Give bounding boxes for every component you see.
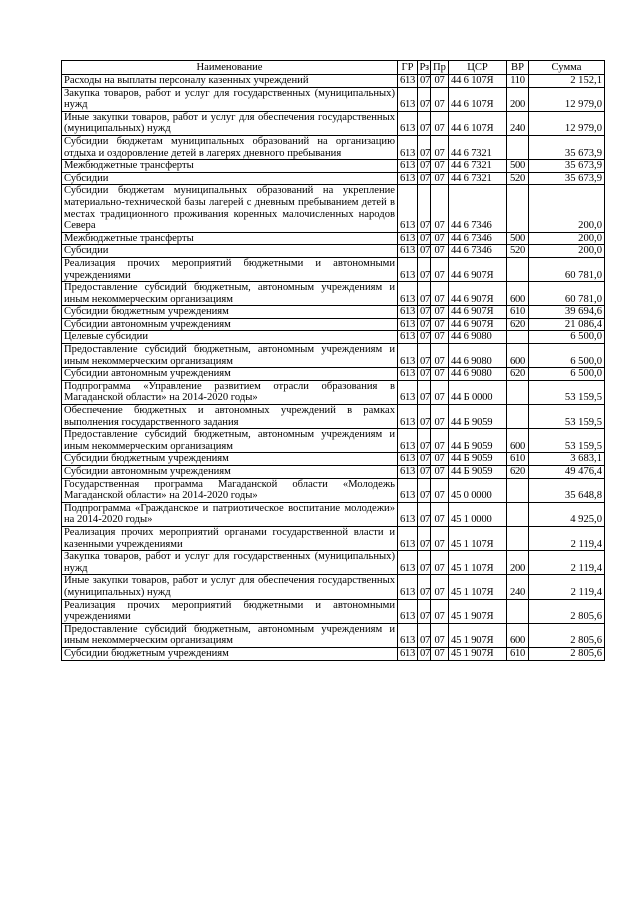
row-gr: 613 — [398, 478, 418, 502]
row-vr: 200 — [507, 87, 529, 111]
row-gr: 613 — [398, 318, 418, 331]
row-gr: 613 — [398, 405, 418, 429]
row-rz: 07 — [418, 647, 431, 660]
row-csr: 44 Б 9059 — [449, 453, 507, 466]
row-rz: 07 — [418, 575, 431, 599]
row-pr: 07 — [431, 306, 449, 319]
row-gr: 613 — [398, 185, 418, 232]
row-name: Целевые субсидии — [62, 331, 398, 344]
row-pr: 07 — [431, 429, 449, 453]
row-pr: 07 — [431, 111, 449, 135]
table-row — [62, 405, 605, 429]
row-name: Предоставление субсидий бюджетным, автономным учреждениям и иным некоммерческим организациям — [62, 282, 398, 306]
row-gr: 613 — [398, 306, 418, 319]
row-csr: 44 6 7346 — [449, 245, 507, 258]
header-pr: Пр — [431, 61, 449, 75]
row-gr: 613 — [398, 245, 418, 258]
row-vr — [507, 478, 529, 502]
document-page — [61, 60, 604, 661]
header-csr: ЦСР — [449, 61, 507, 75]
row-gr: 613 — [398, 75, 418, 88]
row-sum: 53 159,5 — [529, 429, 605, 453]
row-rz: 07 — [418, 526, 431, 550]
table-row — [62, 282, 605, 306]
row-pr: 07 — [431, 368, 449, 381]
table-row — [62, 551, 605, 575]
row-rz: 07 — [418, 551, 431, 575]
table-row — [62, 466, 605, 479]
row-sum: 53 159,5 — [529, 405, 605, 429]
row-rz: 07 — [418, 453, 431, 466]
row-name: Расходы на выплаты персоналу казенных учреждений — [62, 75, 398, 88]
row-name: Субсидии автономным учреждениям — [62, 466, 398, 479]
row-rz: 07 — [418, 232, 431, 245]
row-sum: 35 648,8 — [529, 478, 605, 502]
row-pr: 07 — [431, 526, 449, 550]
header-sum: Сумма — [529, 61, 605, 75]
row-sum: 6 500,0 — [529, 331, 605, 344]
row-gr: 613 — [398, 87, 418, 111]
row-csr: 44 6 7321 — [449, 172, 507, 185]
row-csr: 45 1 907Я — [449, 599, 507, 623]
row-csr: 44 Б 9059 — [449, 466, 507, 479]
row-sum: 39 694,6 — [529, 306, 605, 319]
row-gr: 613 — [398, 172, 418, 185]
row-gr: 613 — [398, 331, 418, 344]
row-rz: 07 — [418, 429, 431, 453]
row-name: Обеспечение бюджетных и автономных учреждений в рамках выполнения государственного задания — [62, 405, 398, 429]
row-gr: 613 — [398, 623, 418, 647]
row-pr: 07 — [431, 647, 449, 660]
row-gr: 613 — [398, 466, 418, 479]
row-pr: 07 — [431, 318, 449, 331]
row-name: Субсидии автономным учреждениям — [62, 368, 398, 381]
row-vr: 600 — [507, 429, 529, 453]
row-rz: 07 — [418, 135, 431, 159]
row-vr — [507, 502, 529, 526]
row-name: Субсидии бюджетам муниципальных образований на укрепление материально-технической базы лагерей с дневным пребыванием детей в местах традиционного проживания коренных малочисленных народов Севера — [62, 185, 398, 232]
row-rz: 07 — [418, 502, 431, 526]
row-rz: 07 — [418, 344, 431, 368]
row-vr: 600 — [507, 344, 529, 368]
row-name: Иные закупки товаров, работ и услуг для обеспечения государственных (муниципальных) нужд — [62, 575, 398, 599]
table-row — [62, 245, 605, 258]
table-row — [62, 344, 605, 368]
row-name: Реализация прочих мероприятий органами государственной власти и казенными учреждениями — [62, 526, 398, 550]
table-row — [62, 478, 605, 502]
row-name: Субсидии автономным учреждениям — [62, 318, 398, 331]
row-name: Предоставление субсидий бюджетным, автономным учреждениям и иным некоммерческим организациям — [62, 623, 398, 647]
row-name: Межбюджетные трансферты — [62, 232, 398, 245]
row-pr: 07 — [431, 623, 449, 647]
row-pr: 07 — [431, 75, 449, 88]
row-vr: 200 — [507, 551, 529, 575]
row-sum: 2 119,4 — [529, 551, 605, 575]
row-sum: 49 476,4 — [529, 466, 605, 479]
row-rz: 07 — [418, 623, 431, 647]
row-vr — [507, 380, 529, 404]
table-row — [62, 368, 605, 381]
table-row — [62, 380, 605, 404]
table-row — [62, 185, 605, 232]
row-sum: 2 152,1 — [529, 75, 605, 88]
header-rz: Рз — [419, 61, 429, 73]
row-pr: 07 — [431, 245, 449, 258]
row-name: Закупка товаров, работ и услуг для государственных (муниципальных) нужд — [62, 87, 398, 111]
row-vr: 610 — [507, 647, 529, 660]
row-gr: 613 — [398, 282, 418, 306]
row-rz: 07 — [418, 160, 431, 173]
row-csr: 45 1 907Я — [449, 647, 507, 660]
row-sum: 21 086,4 — [529, 318, 605, 331]
row-gr: 613 — [398, 429, 418, 453]
table-row — [62, 331, 605, 344]
row-sum: 2 805,6 — [529, 623, 605, 647]
row-rz: 07 — [418, 257, 431, 281]
row-gr: 613 — [398, 526, 418, 550]
row-rz: 07 — [418, 368, 431, 381]
row-vr — [507, 526, 529, 550]
row-rz: 07 — [418, 111, 431, 135]
row-csr: 45 1 0000 — [449, 502, 507, 526]
row-name: Субсидии бюджетам муниципальных образований на организацию отдыха и оздоровление детей в лагерях дневного пребывания — [62, 135, 398, 159]
row-csr: 44 6 9080 — [449, 368, 507, 381]
row-gr: 613 — [398, 111, 418, 135]
row-sum: 200,0 — [529, 245, 605, 258]
table-row — [62, 257, 605, 281]
row-name: Субсидии бюджетным учреждениям — [62, 306, 398, 319]
row-sum: 200,0 — [529, 232, 605, 245]
row-pr: 07 — [431, 185, 449, 232]
row-sum: 12 979,0 — [529, 111, 605, 135]
table-row — [62, 75, 605, 88]
row-rz: 07 — [418, 405, 431, 429]
row-csr: 45 0 0000 — [449, 478, 507, 502]
row-rz: 07 — [418, 185, 431, 232]
row-pr: 07 — [431, 551, 449, 575]
row-csr: 44 6 9080 — [449, 344, 507, 368]
row-csr: 44 Б 0000 — [449, 380, 507, 404]
row-vr: 610 — [507, 306, 529, 319]
table-row — [62, 429, 605, 453]
table-row — [62, 647, 605, 660]
row-rz: 07 — [418, 478, 431, 502]
table-row — [62, 172, 605, 185]
row-gr: 613 — [398, 453, 418, 466]
row-rz: 07 — [418, 282, 431, 306]
row-rz: 07 — [418, 172, 431, 185]
row-vr — [507, 135, 529, 159]
row-csr: 44 Б 9059 — [449, 405, 507, 429]
row-gr: 613 — [398, 502, 418, 526]
row-gr: 613 — [398, 257, 418, 281]
row-sum: 60 781,0 — [529, 282, 605, 306]
table-row — [62, 623, 605, 647]
row-sum: 53 159,5 — [529, 380, 605, 404]
row-sum: 2 805,6 — [529, 599, 605, 623]
row-csr: 44 6 7346 — [449, 185, 507, 232]
row-vr: 600 — [507, 623, 529, 647]
row-csr: 44 6 107Я — [449, 111, 507, 135]
row-sum: 12 979,0 — [529, 87, 605, 111]
row-sum: 2 805,6 — [529, 647, 605, 660]
row-sum: 35 673,9 — [529, 135, 605, 159]
table-row — [62, 111, 605, 135]
table-row — [62, 87, 605, 111]
row-name: Предоставление субсидий бюджетным, автономным учреждениям и иным некоммерческим организациям — [62, 429, 398, 453]
row-vr: 600 — [507, 282, 529, 306]
row-sum: 4 925,0 — [529, 502, 605, 526]
row-csr: 45 1 107Я — [449, 551, 507, 575]
row-name: Реализация прочих мероприятий бюджетными и автономными учреждениями — [62, 257, 398, 281]
table-row — [62, 318, 605, 331]
row-pr: 07 — [431, 478, 449, 502]
row-csr: 44 6 9080 — [449, 331, 507, 344]
header-vr: ВР — [507, 61, 529, 75]
row-vr: 500 — [507, 160, 529, 173]
row-csr: 44 6 907Я — [449, 257, 507, 281]
row-pr: 07 — [431, 466, 449, 479]
row-pr: 07 — [431, 331, 449, 344]
table-row — [62, 135, 605, 159]
table-row — [62, 502, 605, 526]
row-csr: 44 6 107Я — [449, 75, 507, 88]
row-csr: 44 6 907Я — [449, 282, 507, 306]
row-vr: 620 — [507, 466, 529, 479]
row-gr: 613 — [398, 647, 418, 660]
table-row — [62, 526, 605, 550]
row-vr — [507, 185, 529, 232]
row-name: Государственная программа Магаданской области «Молодежь Магаданской области» на 2014-2020 годы» — [62, 478, 398, 502]
row-vr: 620 — [507, 368, 529, 381]
row-sum: 6 500,0 — [529, 344, 605, 368]
row-csr: 44 6 107Я — [449, 87, 507, 111]
row-vr: 500 — [507, 232, 529, 245]
row-sum: 35 673,9 — [529, 172, 605, 185]
header-gr: ГР — [398, 61, 418, 75]
row-pr: 07 — [431, 502, 449, 526]
row-sum: 35 673,9 — [529, 160, 605, 173]
table-body — [62, 75, 605, 661]
row-rz: 07 — [418, 87, 431, 111]
row-csr: 44 Б 9059 — [449, 429, 507, 453]
row-gr: 613 — [398, 344, 418, 368]
table-row — [62, 232, 605, 245]
row-name: Иные закупки товаров, работ и услуг для обеспечения государственных (муниципальных) нужд — [62, 111, 398, 135]
row-pr: 07 — [431, 575, 449, 599]
row-name: Субсидии бюджетным учреждениям — [62, 647, 398, 660]
row-pr: 07 — [431, 257, 449, 281]
row-csr: 45 1 107Я — [449, 526, 507, 550]
row-csr: 44 6 907Я — [449, 318, 507, 331]
row-csr: 44 6 7346 — [449, 232, 507, 245]
row-pr: 07 — [431, 380, 449, 404]
row-pr: 07 — [431, 87, 449, 111]
row-gr: 613 — [398, 135, 418, 159]
row-name: Закупка товаров, работ и услуг для государственных (муниципальных) нужд — [62, 551, 398, 575]
budget-table — [61, 60, 605, 661]
row-rz: 07 — [418, 331, 431, 344]
row-csr: 45 1 907Я — [449, 623, 507, 647]
row-sum: 3 683,1 — [529, 453, 605, 466]
row-sum: 200,0 — [529, 185, 605, 232]
row-vr: 620 — [507, 318, 529, 331]
row-vr — [507, 331, 529, 344]
row-name: Субсидии — [62, 172, 398, 185]
row-gr: 613 — [398, 551, 418, 575]
row-vr: 240 — [507, 111, 529, 135]
row-sum: 60 781,0 — [529, 257, 605, 281]
row-pr: 07 — [431, 232, 449, 245]
row-rz: 07 — [418, 245, 431, 258]
row-name: Реализация прочих мероприятий бюджетными и автономными учреждениями — [62, 599, 398, 623]
row-gr: 613 — [398, 232, 418, 245]
row-vr — [507, 405, 529, 429]
row-rz: 07 — [418, 318, 431, 331]
row-rz: 07 — [418, 380, 431, 404]
row-name: Субсидии бюджетным учреждениям — [62, 453, 398, 466]
row-gr: 613 — [398, 160, 418, 173]
row-csr: 44 6 7321 — [449, 160, 507, 173]
row-csr: 44 6 7321 — [449, 135, 507, 159]
row-pr: 07 — [431, 405, 449, 429]
row-sum: 6 500,0 — [529, 368, 605, 381]
row-name: Подпрограмма «Гражданское и патриотическое воспитание молодежи» на 2014-2020 годы» — [62, 502, 398, 526]
row-pr: 07 — [431, 453, 449, 466]
header-name: Наименование — [62, 61, 398, 75]
row-pr: 07 — [431, 599, 449, 623]
row-vr: 110 — [507, 75, 529, 88]
row-vr — [507, 257, 529, 281]
row-vr — [507, 599, 529, 623]
row-csr: 45 1 107Я — [449, 575, 507, 599]
row-name: Предоставление субсидий бюджетным, автономным учреждениям и иным некоммерческим организациям — [62, 344, 398, 368]
table-row — [62, 575, 605, 599]
row-pr: 07 — [431, 135, 449, 159]
table-row — [62, 599, 605, 623]
row-rz: 07 — [418, 306, 431, 319]
row-gr: 613 — [398, 575, 418, 599]
row-gr: 613 — [398, 599, 418, 623]
row-vr: 520 — [507, 172, 529, 185]
row-pr: 07 — [431, 344, 449, 368]
row-gr: 613 — [398, 380, 418, 404]
row-sum: 2 119,4 — [529, 575, 605, 599]
row-sum: 2 119,4 — [529, 526, 605, 550]
row-rz: 07 — [418, 466, 431, 479]
row-pr: 07 — [431, 282, 449, 306]
row-vr: 520 — [507, 245, 529, 258]
row-vr: 240 — [507, 575, 529, 599]
row-rz: 07 — [418, 75, 431, 88]
row-vr: 610 — [507, 453, 529, 466]
row-name: Субсидии — [62, 245, 398, 258]
row-rz: 07 — [418, 599, 431, 623]
row-pr: 07 — [431, 172, 449, 185]
row-pr: 07 — [431, 160, 449, 173]
row-csr: 44 6 907Я — [449, 306, 507, 319]
table-row — [62, 306, 605, 319]
row-name: Межбюджетные трансферты — [62, 160, 398, 173]
table-header-row — [62, 61, 605, 75]
table-row — [62, 453, 605, 466]
table-row — [62, 160, 605, 173]
row-name: Подпрограмма «Управление развитием отрасли образования в Магаданской области» на 2014-2020 годы» — [62, 380, 398, 404]
row-gr: 613 — [398, 368, 418, 381]
